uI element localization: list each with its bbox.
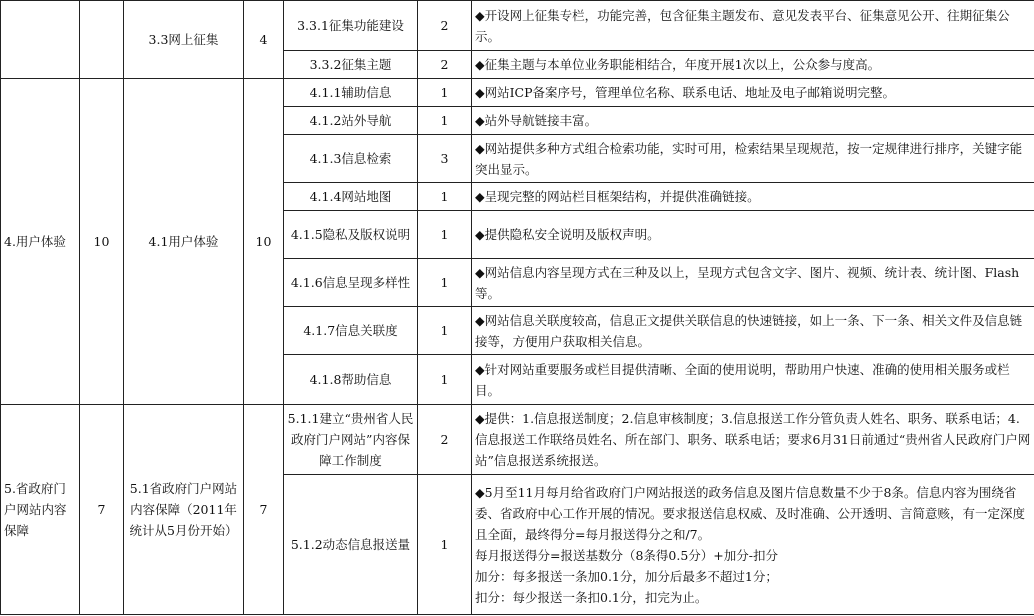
section-score-cell: 7: [80, 405, 124, 615]
sub-section-cell: 3.3网上征集: [124, 1, 244, 79]
item-cell: 5.1.2动态信息报送量: [284, 475, 418, 615]
item-cell: 4.1.7信息关联度: [284, 307, 418, 355]
formula-line: 每月报送得分=报送基数分（8条得0.5分）+加分-扣分: [475, 547, 779, 563]
sub-score-cell: 7: [244, 405, 284, 615]
score-cell: 2: [418, 405, 472, 475]
item-cell: 3.3.2征集主题: [284, 51, 418, 79]
description-cell: ◆征集主题与本单位业务职能相结合，年度开展1次以上，公众参与度高。: [472, 51, 1034, 79]
description-cell: ◆网站提供多种方式组合检索功能，实时可用，检索结果呈现规范，按一定规律进行排序，关键字能突出显示。: [472, 135, 1034, 183]
score-cell: 1: [418, 211, 472, 259]
deduction-rule-line: 扣分：每少报送一条扣0.1分，扣完为止。: [475, 589, 708, 605]
description-cell: ◆网站信息关联度较高，信息正文提供关联信息的快速链接，如上一条、下一条、相关文件及信息链接等，方便用户获取相关信息。: [472, 307, 1034, 355]
table-row: [1, 405, 1034, 475]
section-cell: 4.用户体验: [1, 79, 80, 405]
item-cell: 4.1.3信息检索: [284, 135, 418, 183]
sub-score-cell: 4: [244, 1, 284, 79]
item-cell: 3.3.1征集功能建设: [284, 1, 418, 51]
score-cell: 2: [418, 1, 472, 51]
table-row: [1, 1, 1034, 51]
description-cell: ◆针对网站重要服务或栏目提供清晰、全面的使用说明，帮助用户快速、准确的使用相关服务或栏目。: [472, 355, 1034, 405]
score-cell: 1: [418, 259, 472, 307]
description-cell: ◆提供隐私安全说明及版权声明。: [472, 211, 1034, 259]
table-row: [1, 79, 1034, 107]
score-cell: 1: [418, 307, 472, 355]
item-cell: 4.1.4网站地图: [284, 183, 418, 211]
item-cell: 5.1.1建立“贵州省人民政府门户网站”内容保障工作制度: [284, 405, 418, 475]
section-cell: 5.省政府门户网站内容保障: [1, 405, 80, 615]
score-cell: 3: [418, 135, 472, 183]
description-cell: ◆站外导航链接丰富。: [472, 107, 1034, 135]
description-cell: ◆呈现完整的网站栏目框架结构，并提供准确链接。: [472, 183, 1034, 211]
score-cell: 1: [418, 475, 472, 615]
section-score-cell: [80, 1, 124, 79]
item-cell: 4.1.1辅助信息: [284, 79, 418, 107]
score-cell: 1: [418, 79, 472, 107]
item-cell: 4.1.2站外导航: [284, 107, 418, 135]
section-cell: [1, 1, 80, 79]
description-cell: ◆提供：1.信息报送制度；2.信息审核制度；3.信息报送工作分管负责人姓名、职务、联系电话；4.信息报送工作联络员姓名、所在部门、职务、联系电话；要求6月31日前通过“贵州省人民政府门户网站”信息报送系统报送。: [472, 405, 1034, 475]
item-cell: 4.1.6信息呈现多样性: [284, 259, 418, 307]
score-cell: 2: [418, 51, 472, 79]
sub-score-cell: 10: [244, 79, 284, 405]
bonus-rule-line: 加分：每多报送一条加0.1分，加分后最多不超过1分；: [475, 568, 778, 584]
item-cell: 4.1.8帮助信息: [284, 355, 418, 405]
score-cell: 1: [418, 107, 472, 135]
item-cell: 4.1.5隐私及版权说明: [284, 211, 418, 259]
score-cell: 1: [418, 355, 472, 405]
section-score-cell: 10: [80, 79, 124, 405]
description-cell: ◆网站信息内容呈现方式在三种及以上，呈现方式包含文字、图片、视频、统计表、统计图、Flash等。: [472, 259, 1034, 307]
description-text: ◆5月至11月每月给省政府门户网站报送的政务信息及图片信息数量不少于8条。信息内容为围绕省委、省政府中心工作开展的情况。要求报送信息权威、及时准确、公开透明、言简意赅，有一定深度且全面，最终得分=每月报送得分之和/7。: [475, 484, 1026, 542]
description-cell: [472, 475, 1034, 615]
description-cell: ◆开设网上征集专栏，功能完善，包含征集主题发布、意见发表平台、征集意见公开、往期征集公示。: [472, 1, 1034, 51]
sub-section-cell: 5.1省政府门户网站内容保障（2011年统计从5月份开始）: [124, 405, 244, 615]
score-cell: 1: [418, 183, 472, 211]
sub-section-cell: 4.1用户体验: [124, 79, 244, 405]
description-cell: ◆网站ICP备案序号，管理单位名称、联系电话、地址及电子邮箱说明完整。: [472, 79, 1034, 107]
